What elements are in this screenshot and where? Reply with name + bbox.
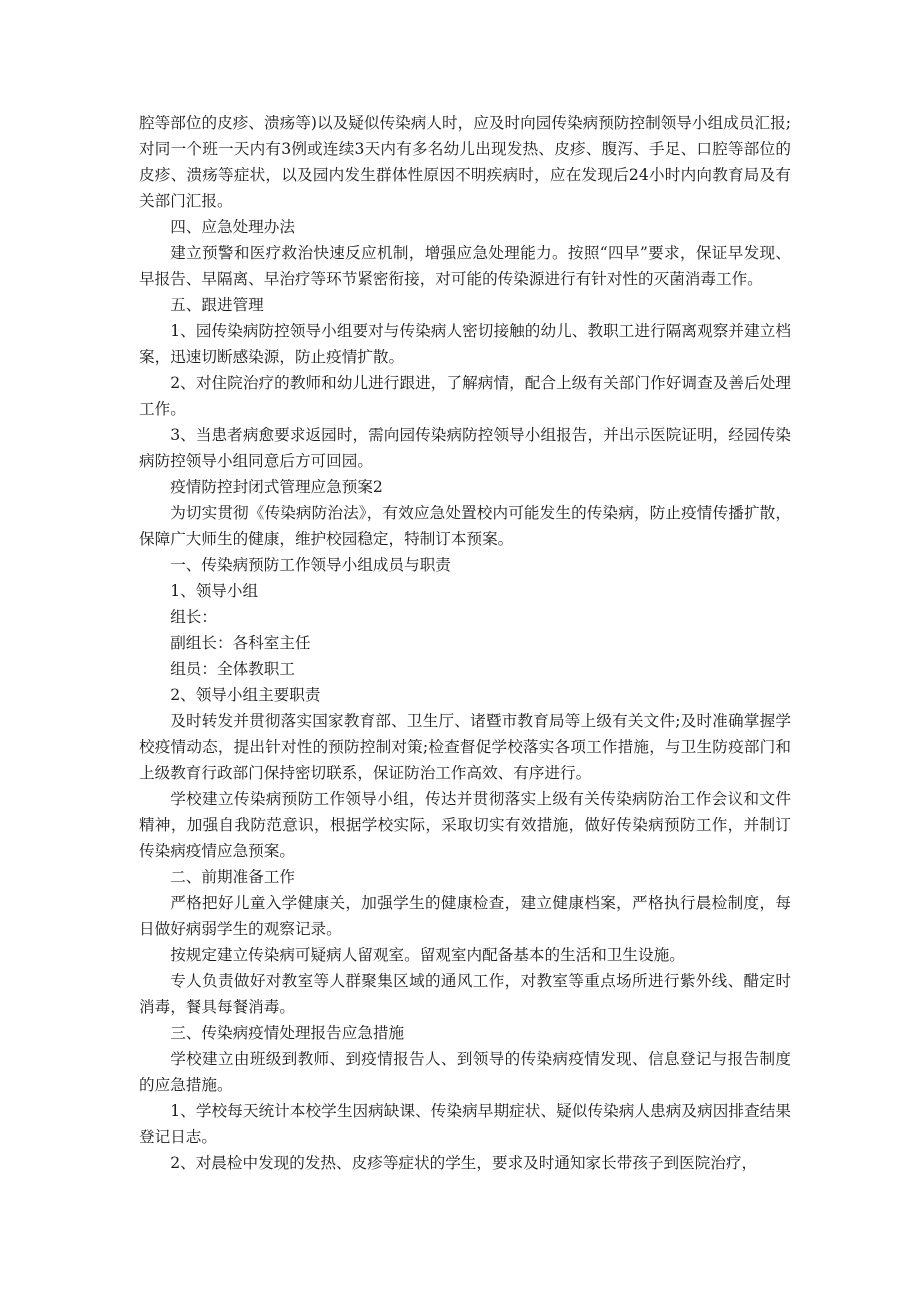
paragraph: 腔等部位的皮疹、溃疡等)以及疑似传染病人时，应及时向园传染病预防控制领导小组成员汇报;对同一个班一天内有3例或连续3天内有多名幼儿出现发热、皮疹、腹泻、手足、口腔等部位的皮疹、溃疡等症状，以及园内发生群体性原因不明疾病时，应在发现后24小时内向教育局及有关部门汇报。	[139, 114, 791, 210]
paragraph: 3、当患者病愈要求返园时，需向园传染病防控领导小组报告，并出示医院证明，经园传染病防控领导小组同意后方可回园。	[139, 426, 791, 470]
paragraph: 1、学校每天统计本校学生因病缺课、传染病早期症状、疑似传染病人患病及病因排查结果登记日志。	[139, 1102, 791, 1146]
paragraph: 2、对住院治疗的教师和幼儿进行跟进，了解病情，配合上级有关部门作好调查及善后处理工作。	[139, 374, 791, 418]
paragraph: 及时转发并贯彻落实国家教育部、卫生厅、诸暨市教育局等上级有关文件;及时准确掌握学校疫情动态，提出针对性的预防控制对策;检查督促学校落实各项工作措施，与卫生防疫部门和上级教育行政部门保持密切联系，保证防治工作高效、有序进行。	[139, 712, 791, 782]
paragraph: 疫情防控封闭式管理应急预案2	[170, 478, 383, 496]
paragraph: 四、应急处理办法	[170, 218, 295, 236]
paragraph: 按规定建立传染病可疑病人留观室。留观室内配备基本的生活和卫生设施。	[170, 946, 685, 964]
paragraph: 二、前期准备工作	[170, 868, 295, 886]
paragraph: 五、跟进管理	[170, 296, 264, 314]
paragraph: 组长：	[170, 608, 217, 626]
paragraph: 一、传染病预防工作领导小组成员与职责	[170, 556, 451, 574]
paragraph: 2、对晨检中发现的发热、皮疹等症状的学生，要求及时通知家长带孩子到医院治疗，	[170, 1154, 758, 1172]
paragraph: 学校建立传染病预防工作领导小组，传达并贯彻落实上级有关传染病防治工作会议和文件精神，加强自我防范意识，根据学校实际，采取切实有效措施，做好传染病预防工作，并制订传染病疫情应急预案。	[139, 790, 791, 860]
paragraph: 学校建立由班级到教师、到疫情报告人、到领导的传染病疫情发现、信息登记与报告制度的应急措施。	[139, 1050, 791, 1094]
paragraph: 三、传染病疫情处理报告应急措施	[170, 1024, 405, 1042]
paragraph: 副组长：各科室主任	[170, 634, 311, 652]
paragraph: 2、领导小组主要职责	[170, 686, 321, 704]
paragraph: 专人负责做好对教室等人群聚集区域的通风工作，对教室等重点场所进行紫外线、醋定时消毒，餐具每餐消毒。	[139, 972, 791, 1016]
paragraph: 为切实贯彻《传染病防治法》，有效应急处置校内可能发生的传染病，防止疫情传播扩散，保障广大师生的健康，维护校园稳定，特制订本预案。	[139, 504, 791, 548]
paragraph: 建立预警和医疗救治快速反应机制，增强应急处理能力。按照“四早”要求，保证早发现、早报告、早隔离、早治疗等环节紧密衔接，对可能的传染源进行有针对性的灭菌消毒工作。	[139, 244, 791, 288]
paragraph: 严格把好儿童入学健康关，加强学生的健康检查，建立健康档案，严格执行晨检制度，每日做好病弱学生的观察记录。	[139, 894, 791, 938]
paragraph: 1、领导小组	[170, 582, 259, 600]
document-body	[139, 110, 791, 1176]
paragraph: 1、园传染病防控领导小组要对与传染病人密切接触的幼儿、教职工进行隔离观察并建立档案，迅速切断感染源，防止疫情扩散。	[139, 322, 791, 366]
paragraph: 组员：全体教职工	[170, 660, 295, 678]
